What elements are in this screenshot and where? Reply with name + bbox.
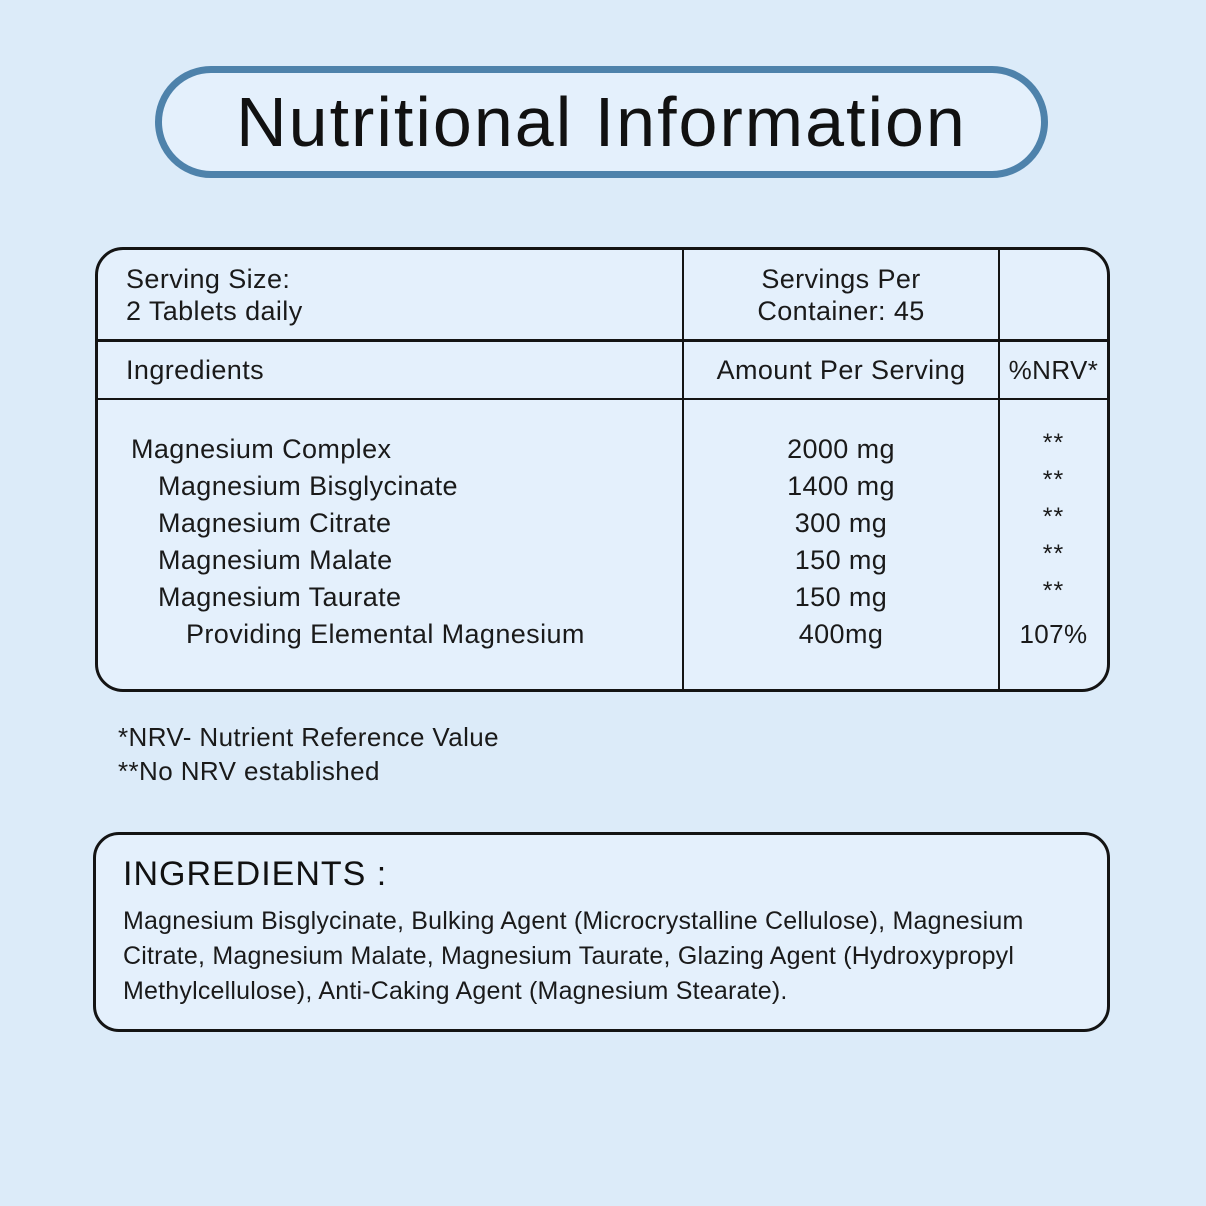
ingredient-name: Magnesium Citrate [158, 508, 392, 538]
ingredients-heading: INGREDIENTS : [123, 855, 388, 893]
nrv-value: ** [1042, 466, 1065, 494]
nrv-value: 107% [1019, 619, 1088, 649]
ingredient-name: Magnesium Bisglycinate [158, 471, 458, 501]
ingredient-amount: 150 mg [794, 545, 888, 575]
ingredients-list-text: Magnesium Bisglycinate, Bulking Agent (Microcrystalline Cellulose), Magnesium Citrate, Magnesium Malate, Magnesium Taurate, Glazing Agent (Hydroxypropyl Methylcellulose), Anti-Caking Agent (Magnesium Stearate). [123, 907, 1024, 1005]
footnote-no-nrv: **No NRV established [118, 756, 380, 786]
col-header-amount: Amount Per Serving [682, 339, 998, 398]
ingredient-name: Magnesium Taurate [158, 582, 402, 612]
serving-size-value: 2 Tablets daily [126, 295, 303, 326]
title-pill [155, 66, 1048, 178]
ingredient-amount: 150 mg [794, 582, 888, 612]
ingredient-amount: 1400 mg [787, 471, 895, 501]
nrv-value: ** [1042, 540, 1065, 568]
serving-size-label: Serving Size: [126, 263, 291, 294]
serving-size-cell [98, 250, 682, 339]
servings-line1: Servings Per [761, 263, 921, 294]
ingredient-amount: 300 mg [794, 508, 888, 538]
ingredient-name: Magnesium Malate [158, 545, 393, 575]
amounts-column [682, 398, 998, 689]
nutrition-table [95, 247, 1110, 692]
nrv-value: ** [1042, 429, 1065, 457]
nrv-value: ** [1042, 503, 1065, 531]
empty-header-cell [998, 250, 1107, 339]
col-header-ingredients: Ingredients [98, 339, 682, 398]
servings-line2: Container: 45 [757, 295, 925, 326]
ingredient-name: Magnesium Complex [131, 434, 392, 464]
ingredients-panel [93, 832, 1110, 1032]
servings-per-container-cell [682, 250, 998, 339]
ingredient-name: Providing Elemental Magnesium [186, 619, 585, 649]
ingredient-amount: 2000 mg [787, 434, 895, 464]
nrv-column [998, 398, 1107, 689]
footnotes [118, 720, 499, 788]
footnote-nrv-definition: *NRV- Nutrient Reference Value [118, 722, 500, 752]
page-title: Nutritional Information [236, 83, 967, 161]
col-header-nrv: %NRV* [998, 339, 1107, 398]
nrv-value: ** [1042, 577, 1065, 605]
ingredient-names-column [98, 398, 682, 689]
ingredient-amount: 400mg [798, 619, 884, 649]
